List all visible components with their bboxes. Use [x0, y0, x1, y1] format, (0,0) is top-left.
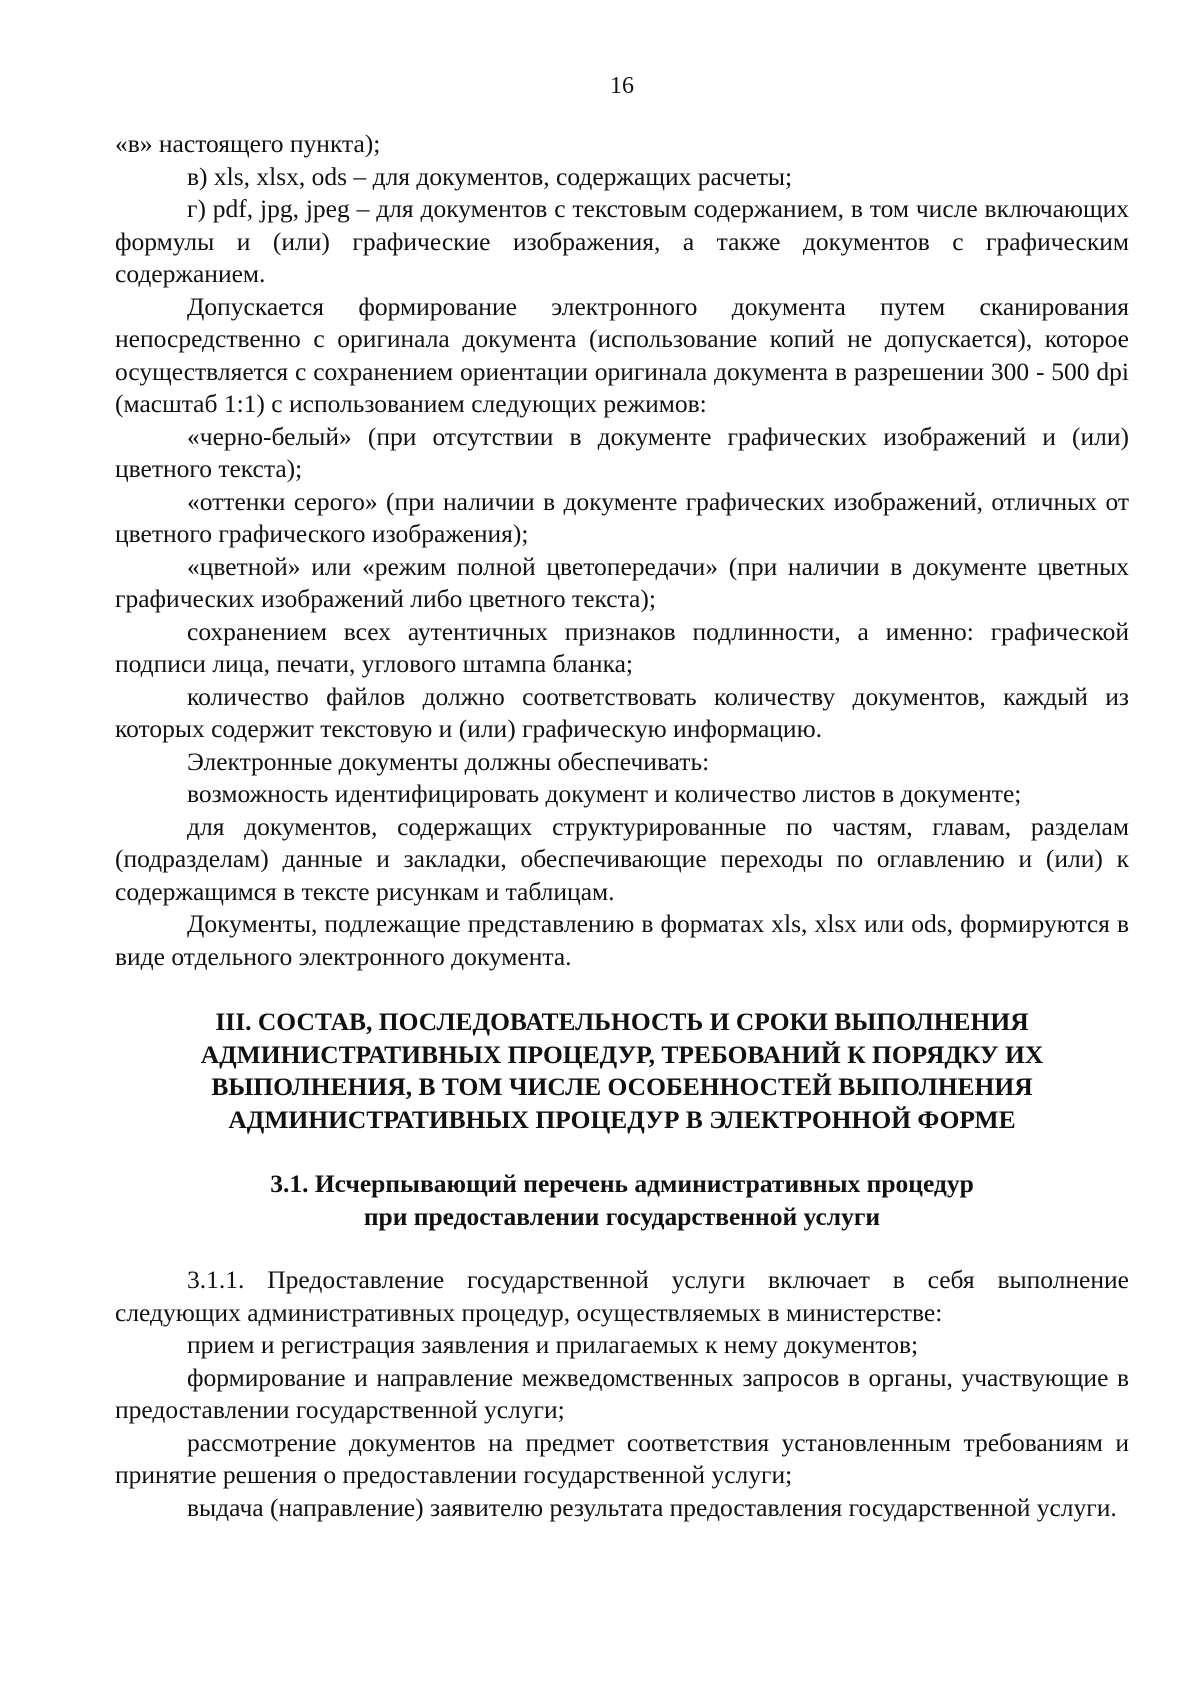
paragraph: в) xls, xlsx, ods – для документов, содержащих расчеты; [187, 161, 793, 191]
section-heading-line: АДМИНИСТРАТИВНЫХ ПРОЦЕДУР, ТРЕБОВАНИЙ К ПОРЯДКУ ИХ [200, 1039, 1044, 1069]
paragraph: формирование и направление межведомственных запросов в органы, участвующие в предоставлении государственной услуги; [115, 1362, 1129, 1424]
paragraph: сохранением всех аутентичных признаков подлинности, а именно: графической подписи лица, печати, углового штампа бланка; [115, 616, 1129, 678]
subsection-heading-line: при предоставлении государственной услуги [363, 1201, 881, 1231]
paragraph: 3.1.1. Предоставление государственной услуги включает в себя выполнение следующих административных процедур, осуществляемых в министерстве: [115, 1265, 1129, 1327]
body-text-top [115, 128, 1129, 973]
subsection-heading [115, 1168, 1129, 1233]
paragraph: выдача (направление) заявителю результата предоставления государственной услуги. [187, 1492, 1117, 1522]
document-page [115, 0, 1129, 1697]
paragraph: прием и регистрация заявления и прилагаемых к нему документов; [187, 1330, 919, 1359]
paragraph: рассмотрение документов на предмет соответствия установленным требованиям и принятие решения о предоставлении государственной услуги; [115, 1427, 1129, 1489]
section-heading [115, 1006, 1129, 1136]
paragraph: «оттенки серого» (при наличии в документе графических изображений, отличных от цветного графического изображения); [115, 486, 1129, 548]
paragraph: «цветной» или «режим полной цветопередачи» (при наличии в документе цветных графических изображений либо цветного текста); [115, 551, 1129, 613]
paragraph: г) pdf, jpg, jpeg – для документов с текстовым содержанием, в том числе включающих формулы и (или) графические изображения, а также документов с графическим содержанием. [115, 194, 1129, 288]
paragraph: Допускается формирование электронного документа путем сканирования непосредственно с оригинала документа (использование копий не допускается), которое осуществляется с сохранением ориентации оригинала документа в разрешении 300 - 500 dpi (масштаб 1:1) с использованием следующих режимов: [115, 291, 1129, 418]
paragraph: «в» настоящего пункта); [115, 129, 381, 158]
section-heading-line: АДМИНИСТРАТИВНЫХ ПРОЦЕДУР В ЭЛЕКТРОННОЙ ФОРМЕ [228, 1104, 1016, 1134]
section-heading-line: III. СОСТАВ, ПОСЛЕДОВАТЕЛЬНОСТЬ И СРОКИ ВЫПОЛНЕНИЯ [215, 1007, 1029, 1036]
page-number: 16 [610, 73, 634, 99]
paragraph: для документов, содержащих структурированные по частям, главам, разделам (подразделам) данные и закладки, обеспечивающие переходы по оглавлению и (или) к содержащимся в тексте рисункам и таблицам. [115, 811, 1129, 906]
paragraph: возможность идентифицировать документ и количество листов в документе; [187, 779, 1022, 808]
paragraph: «черно-белый» (при отсутствии в документе графических изображений и (или) цветного текста); [115, 421, 1129, 483]
subsection-heading-line: 3.1. Исчерпывающий перечень административных процедур [270, 1169, 974, 1198]
section-heading-line: ВЫПОЛНЕНИЯ, В ТОМ ЧИСЛЕ ОСОБЕННОСТЕЙ ВЫПОЛНЕНИЯ [211, 1072, 1033, 1101]
body-text-bottom [115, 1264, 1129, 1524]
paragraph: количество файлов должно соответствовать количеству документов, каждый из которых содержит текстовую и (или) графическую информацию. [115, 681, 1129, 743]
paragraph: Электронные документы должны обеспечивать: [187, 746, 710, 776]
paragraph: Документы, подлежащие представлению в форматах xls, xlsx или ods, формируются в виде отдельного электронного документа. [115, 909, 1129, 971]
